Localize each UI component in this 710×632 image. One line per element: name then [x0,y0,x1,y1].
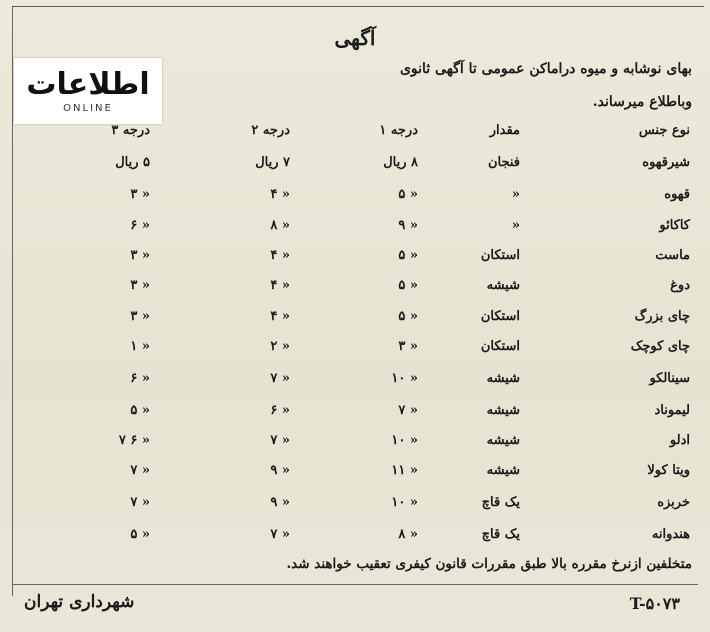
row-unit: استکان [480,339,520,354]
row-item: قهوه [664,187,690,202]
row-grade-1: « ۱۰ [391,371,418,386]
row-grade-1: « ۵ [398,278,418,293]
row-grade-3: « ۷ [130,463,150,478]
row-grade-3: « ۶ ۷ [118,433,150,448]
row-grade-3: « ۳ [130,187,150,202]
table-row [0,366,710,392]
row-grade-2: « ۲ [270,339,290,354]
row-grade-2: « ۷ [270,433,290,448]
row-grade-2: « ۴ [270,187,290,202]
row-item: سینالکو [649,371,690,386]
row-item: کاکائو [659,218,690,233]
row-unit: استکان [480,248,520,263]
issuer-signature: شهرداری تهران [24,592,135,612]
table-row [0,150,710,176]
notice-code: T-۵۰۷۳ [629,594,680,613]
row-grade-3: « ۵ [130,403,150,418]
row-unit: فنجان [487,155,520,170]
row-item: ویتا کولا [647,463,690,478]
row-grade-1: « ۱۱ [391,463,418,478]
row-item: ادلو [669,433,690,448]
price-table-header [0,118,710,144]
table-row [0,458,710,484]
row-grade-1: « ۹ [398,218,418,233]
row-item: دوغ [670,278,690,293]
row-grade-1: « ۵ [398,248,418,263]
header-unit: مقدار [489,123,520,138]
row-grade-1: « ۵ [398,187,418,202]
row-item: ماست [655,248,690,263]
header-grade-2: درجه ۲ [251,123,290,138]
logo-subtitle: ONLINE [63,102,113,114]
table-row [0,182,710,208]
row-grade-3: « ۶ [130,218,150,233]
row-grade-2: « ۴ [270,278,290,293]
table-row [0,273,710,299]
row-grade-2: ۷ ریال [255,155,290,170]
row-unit: شیشه [486,463,520,478]
table-row [0,522,710,548]
row-unit: « [511,187,520,202]
row-grade-1: « ۱۰ [391,433,418,448]
row-unit: « [511,218,520,233]
row-grade-3: « ۶ [130,371,150,386]
row-item: خربزه [657,495,690,510]
notice-heading: آگهی [334,26,376,50]
top-border [12,6,704,7]
row-item: شیرقهوه [642,155,690,170]
logo-title: اطلاعات [26,66,150,102]
row-grade-2: « ۹ [270,495,290,510]
row-unit: استکان [480,309,520,324]
penalty-note: متخلفین ازنرخ مقرره بالا طبق مقررات قانون کیفری تعقیب خواهند شد. [286,556,692,572]
row-grade-1: « ۳ [398,339,418,354]
row-grade-3: « ۳ [130,309,150,324]
row-grade-3: « ۱ [130,339,150,354]
row-item: لیموناد [654,403,690,418]
table-row [0,243,710,269]
row-grade-3: « ۵ [130,527,150,542]
row-grade-3: « ۷ [130,495,150,510]
header-grade-1: درجه ۱ [379,123,418,138]
row-grade-1: « ۷ [398,403,418,418]
header-grade-3: درجه ۳ [111,123,150,138]
table-row [0,428,710,454]
footer-divider [12,584,698,585]
table-row [0,490,710,516]
row-item: چای کوچک [630,339,690,354]
row-unit: شیشه [486,403,520,418]
row-grade-2: « ۶ [270,403,290,418]
row-grade-1: « ۵ [398,309,418,324]
intro-line-1: بهای نوشابه و میوه دراماکن عمومی تا آگهی ثانوی [399,61,692,77]
row-grade-2: « ۹ [270,463,290,478]
row-grade-2: « ۴ [270,248,290,263]
row-unit: شیشه [486,433,520,448]
row-unit: شیشه [486,371,520,386]
row-grade-2: « ۷ [270,527,290,542]
row-grade-1: « ۱۰ [391,495,418,510]
header-item: نوع جنس [638,123,690,138]
row-item: چای بزرگ [634,309,690,324]
row-grade-3: « ۳ [130,278,150,293]
row-grade-2: « ۸ [270,218,290,233]
ettelaat-online-logo [14,58,162,124]
table-row [0,334,710,360]
row-unit: شیشه [486,278,520,293]
row-grade-3: ۵ ریال [115,155,150,170]
table-row [0,304,710,330]
table-row [0,398,710,424]
intro-line-2: وباطلاع میرساند. [592,94,692,110]
row-unit: یک قاچ [481,495,520,510]
row-grade-3: « ۳ [130,248,150,263]
row-grade-1: ۸ ریال [383,155,418,170]
row-item: هندوانه [651,527,690,542]
row-unit: یک قاچ [481,527,520,542]
row-grade-2: « ۷ [270,371,290,386]
table-row [0,213,710,239]
row-grade-2: « ۴ [270,309,290,324]
row-grade-1: « ۸ [398,527,418,542]
